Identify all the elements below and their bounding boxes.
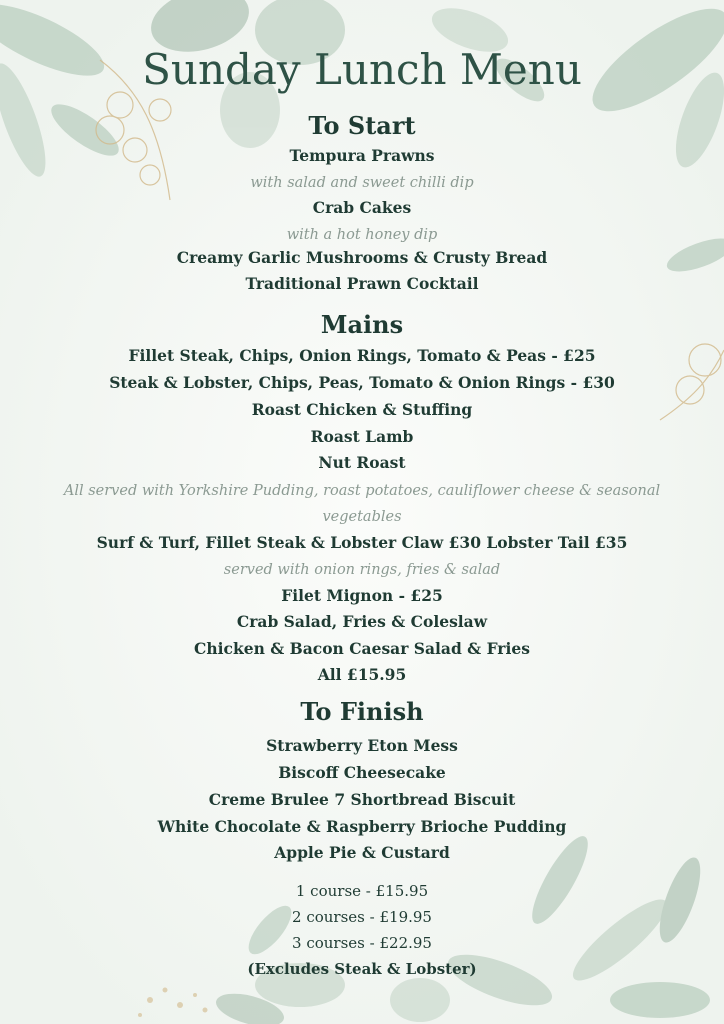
- menu-item: Creamy Garlic Mushrooms & Crusty Bread: [176, 248, 548, 267]
- menu-item: Surf & Turf, Fillet Steak & Lobster Claw £30 Lobster Tail £35: [96, 533, 628, 552]
- menu-item: Crab Salad, Fries & Coleslaw: [236, 612, 488, 631]
- course-price: 2 courses - £19.95: [292, 908, 432, 926]
- menu-item: Apple Pie & Custard: [274, 843, 450, 862]
- menu-item: Strawberry Eton Mess: [266, 736, 458, 755]
- menu-item-description: served with onion rings, fries & salad: [223, 562, 501, 578]
- menu-item: Nut Roast: [318, 453, 406, 472]
- menu-title: Sunday Lunch Menu: [142, 45, 582, 94]
- course-price: 3 courses - £22.95: [292, 934, 432, 952]
- menu-item: Fillet Steak, Chips, Onion Rings, Tomato & Peas - £25: [128, 346, 596, 365]
- menu-item-description: with a hot honey dip: [286, 227, 438, 243]
- section-heading-mains: Mains: [320, 310, 404, 339]
- menu-item: Tempura Prawns: [289, 146, 435, 165]
- menu-item: Creme Brulee 7 Shortbread Biscuit: [208, 790, 516, 809]
- course-price: 1 course - £15.95: [295, 882, 429, 900]
- menu-item: Chicken & Bacon Caesar Salad & Fries: [194, 639, 530, 658]
- menu-item: Roast Lamb: [310, 427, 414, 446]
- menu-item: Crab Cakes: [312, 198, 412, 217]
- menu-item: Steak & Lobster, Chips, Peas, Tomato & Onion Rings - £30: [109, 373, 615, 392]
- menu-item: Filet Mignon - £25: [281, 586, 443, 605]
- menu-item: Biscoff Cheesecake: [278, 763, 446, 782]
- menu-item: White Chocolate & Raspberry Brioche Pudding: [157, 817, 567, 836]
- section-heading-finish: To Finish: [300, 697, 424, 726]
- menu-item: All £15.95: [317, 665, 407, 684]
- menu-item-description: with salad and sweet chilli dip: [250, 175, 474, 191]
- pricing-note: (Excludes Steak & Lobster): [247, 960, 477, 978]
- menu-item: Roast Chicken & Stuffing: [251, 400, 473, 419]
- menu-item: Traditional Prawn Cocktail: [245, 274, 479, 293]
- section-heading-start: To Start: [308, 111, 416, 140]
- menu-item-description: All served with Yorkshire Pudding, roast potatoes, cauliflower cheese & seasonal vegetables: [63, 483, 661, 525]
